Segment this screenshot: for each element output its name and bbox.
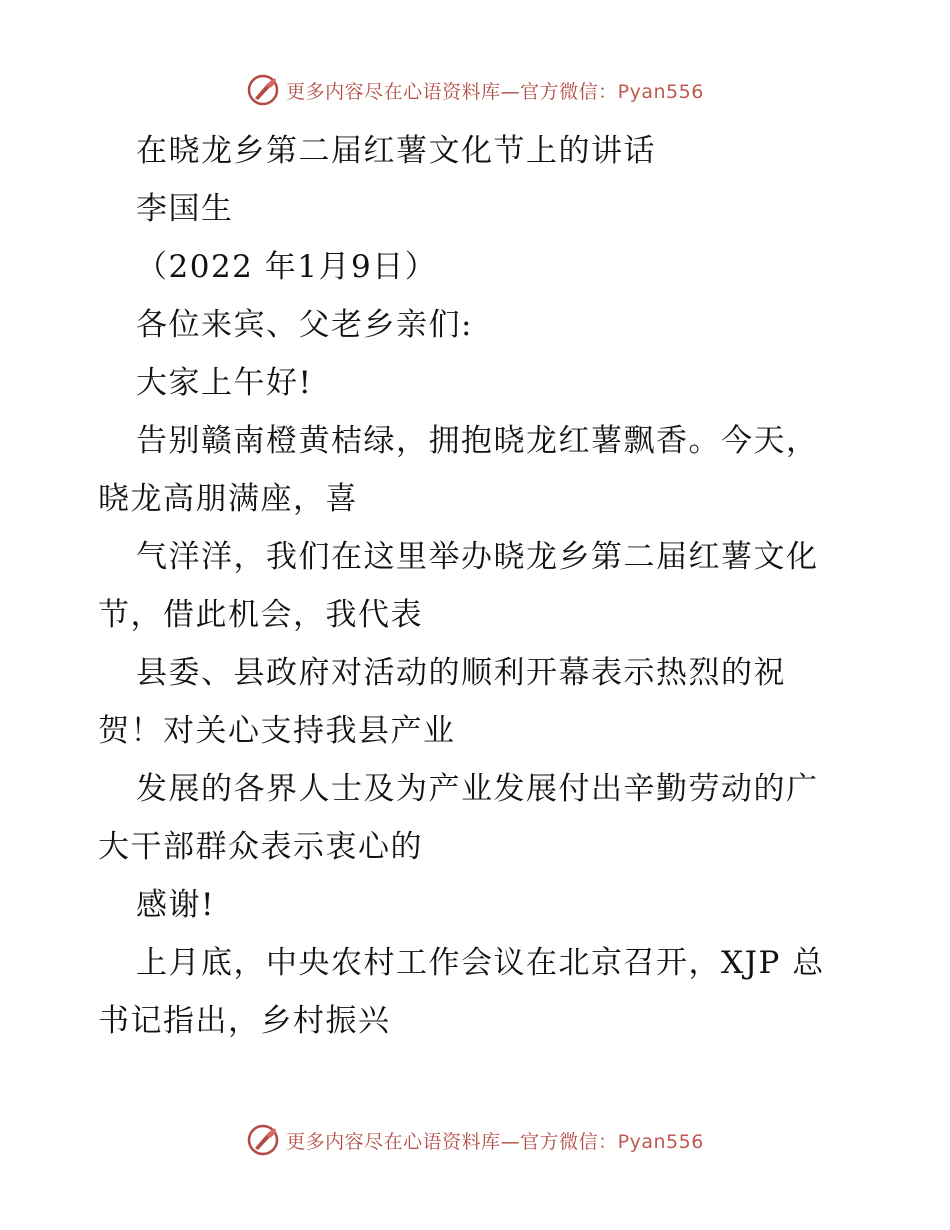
document-body [98,122,858,1050]
paragraph-line: 气洋洋，我们在这里举办晓龙乡第二届红薯文化 [136,539,819,575]
paragraph-line: 发展的各界人士及为产业发展付出辛勤劳动的广 [136,771,819,807]
paragraph-line: 县委、县政府对活动的顺利开幕表示热烈的祝 [136,655,786,691]
paragraph-line: 上月底，中央农村工作会议在北京召开，XJP 总 [136,945,825,981]
watermark-id: Pyan556 [617,80,704,103]
footer-watermark [0,1120,950,1160]
paragraph-line: 节，借此机会，我代表 [98,597,423,633]
paragraph-line: 晓龙高朋满座，喜 [98,481,358,517]
watermark-label: 更多内容尽在心语资料库—官方微信： [286,1130,618,1153]
watermark-label: 更多内容尽在心语资料库—官方微信： [286,80,618,103]
watermark-text [286,77,704,104]
paragraph-line: 感谢! [136,887,215,923]
greeting: 大家上午好! [136,365,313,401]
quill-logo-icon [246,73,280,107]
document-date: （2022 年1月9日） [136,249,438,285]
paragraph-line: 书记指出，乡村振兴 [98,1003,391,1039]
quill-logo-icon [246,1123,280,1157]
document-author: 李国生 [136,191,234,227]
header-watermark [0,70,950,110]
salutation: 各位来宾、父老乡亲们: [136,307,473,343]
watermark-text [286,1127,704,1154]
document-title: 在晓龙乡第二届红薯文化节上的讲话 [136,133,656,169]
paragraph-line: 告别赣南橙黄桔绿，拥抱晓龙红薯飘香。今天， [136,423,819,459]
paragraph-line: 贺！对关心支持我县产业 [98,713,456,749]
watermark-id: Pyan556 [617,1130,704,1153]
paragraph-line: 大干部群众表示衷心的 [98,829,423,865]
